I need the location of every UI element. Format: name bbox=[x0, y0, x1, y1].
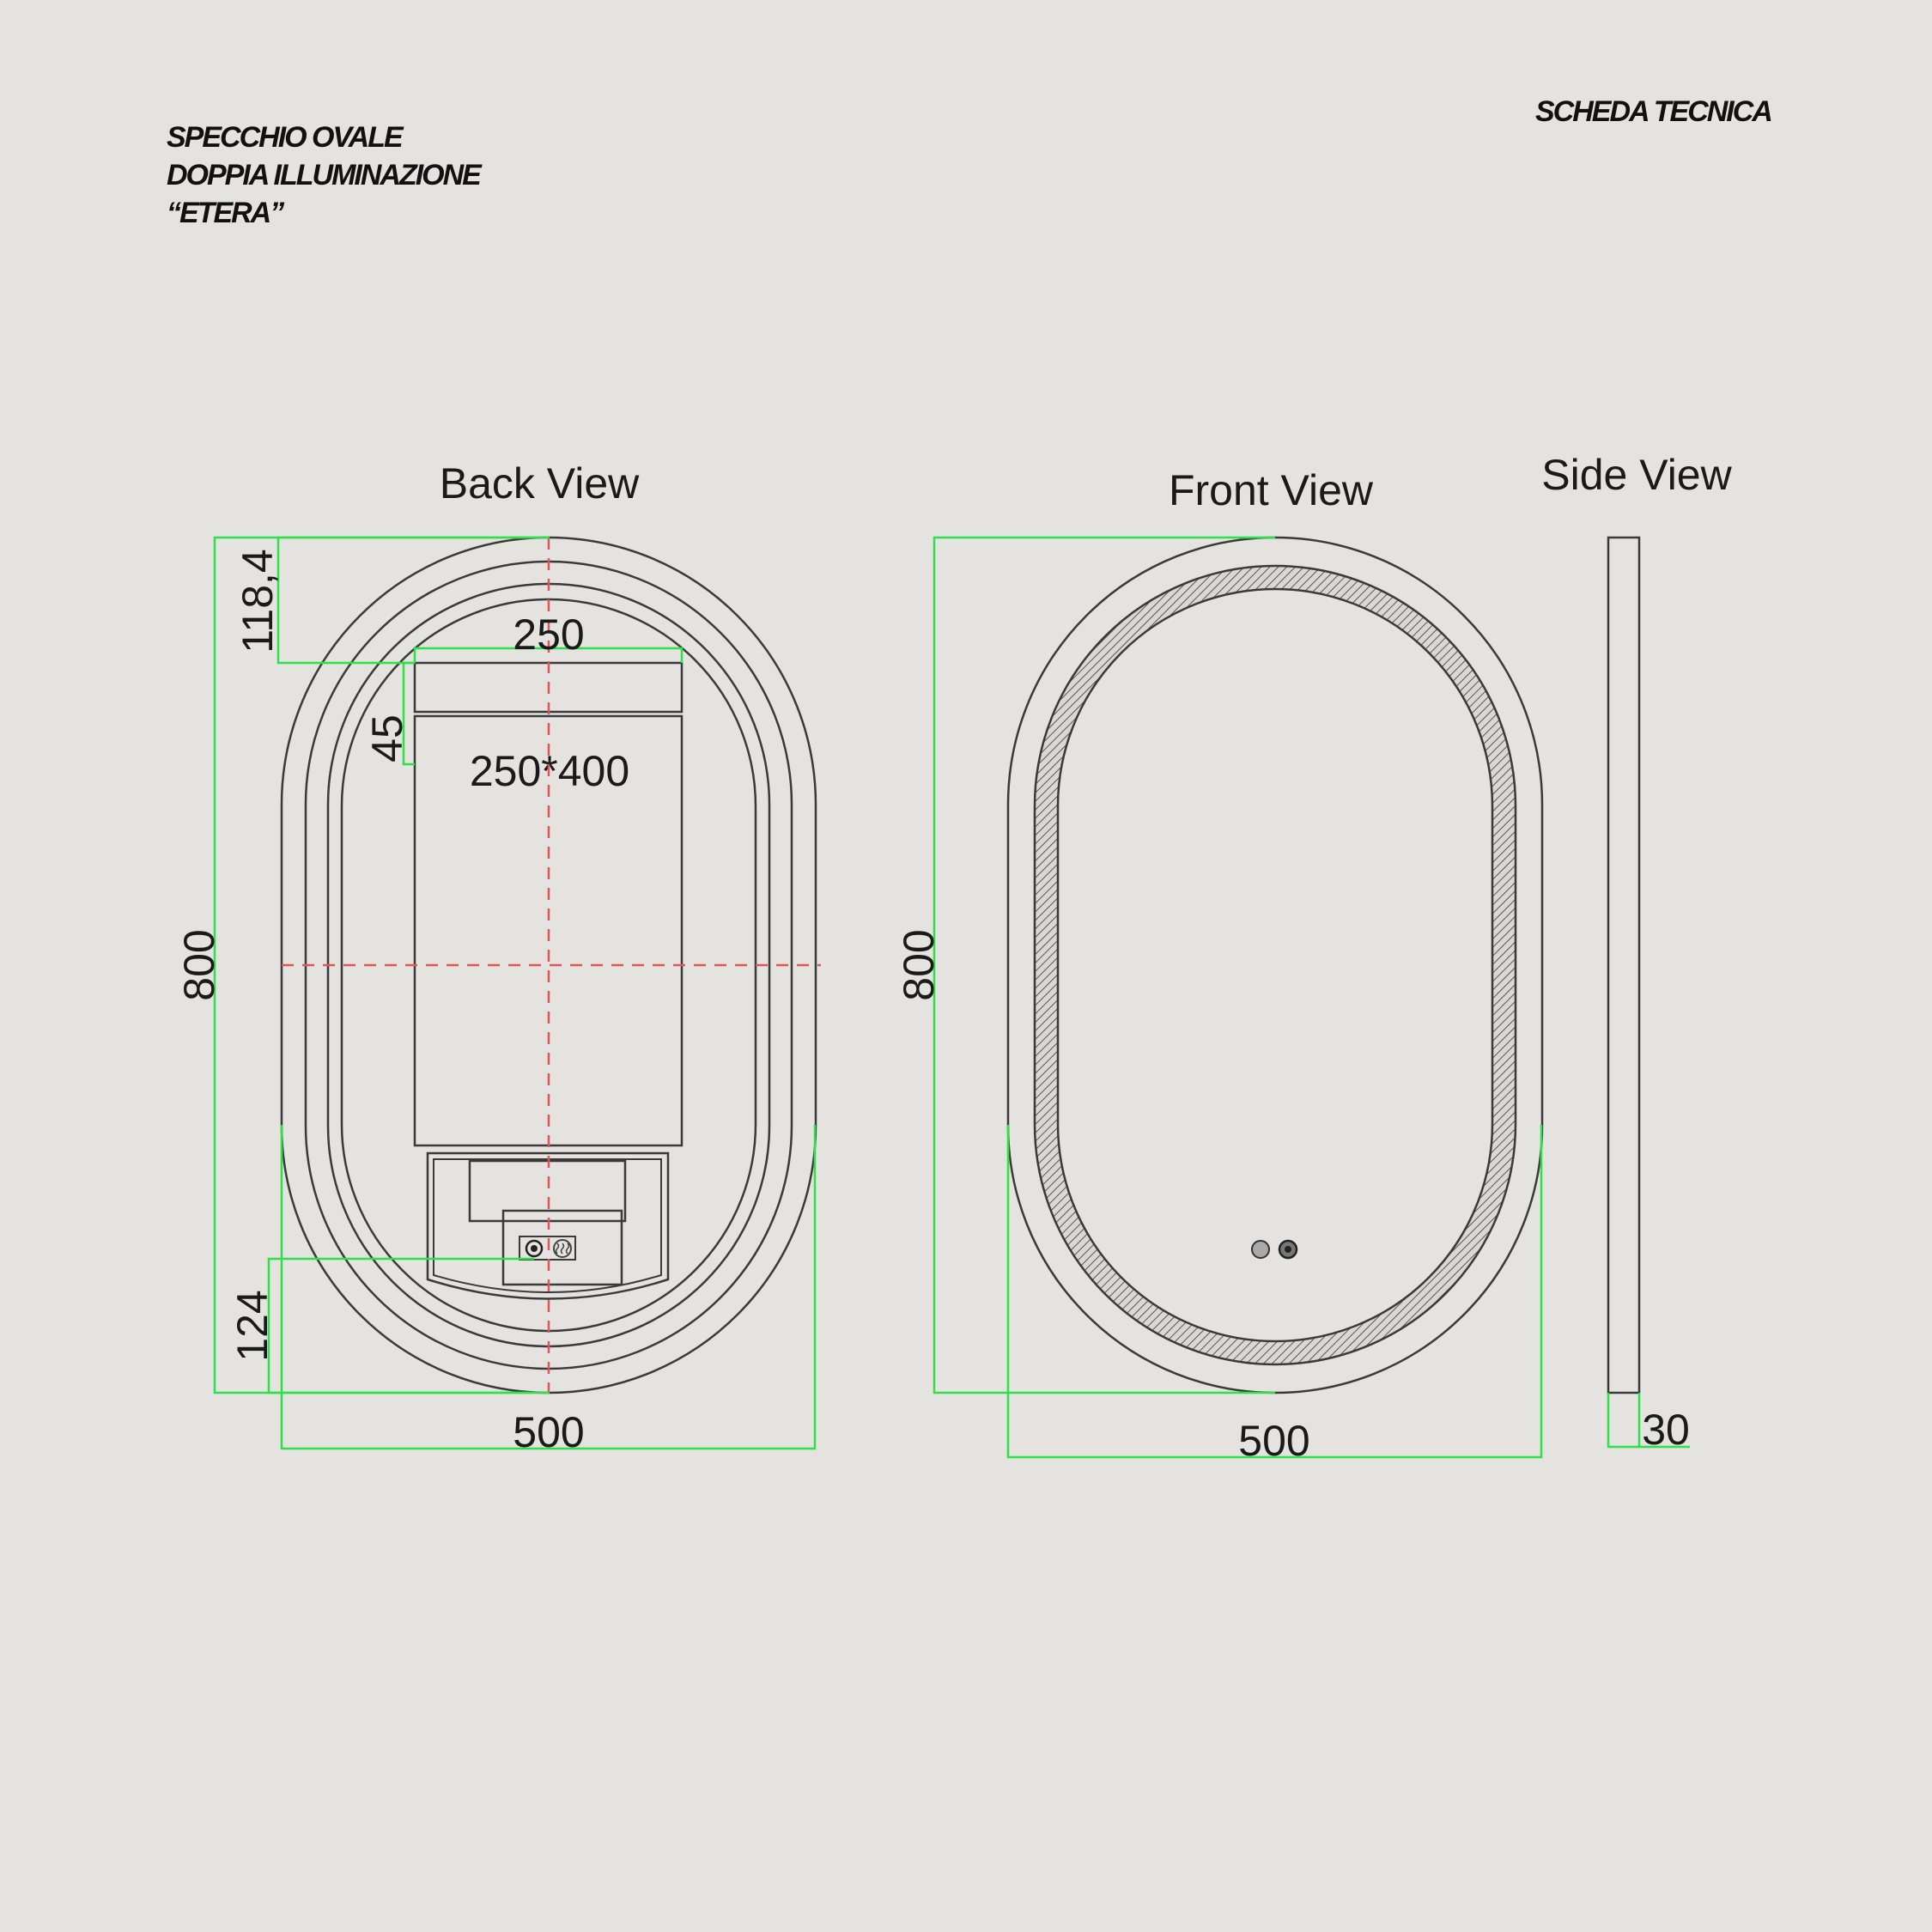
back-bottom-offset-label: 124 bbox=[228, 1290, 276, 1362]
doc-type-label: SCHEDA TECNICA bbox=[1535, 95, 1771, 128]
product-line-2: DOPPIA ILLUMINAZIONE bbox=[167, 159, 480, 191]
front-view-title: Front View bbox=[1168, 466, 1374, 514]
front-led-ring bbox=[1035, 566, 1516, 1364]
front-height-label: 800 bbox=[895, 929, 943, 1001]
side-depth-dimension bbox=[1608, 1393, 1639, 1447]
back-box-width-label: 250 bbox=[513, 611, 585, 659]
side-profile bbox=[1608, 538, 1639, 1393]
back-box-label: 250*400 bbox=[469, 747, 630, 795]
product-line-3: “ETERA” bbox=[167, 197, 283, 229]
side-view bbox=[1541, 451, 1732, 1454]
product-line-1: SPECCHIO OVALE bbox=[167, 121, 402, 154]
front-width-dimension bbox=[1008, 1125, 1541, 1457]
back-top-offset-dimension bbox=[278, 538, 550, 663]
back-height-label: 800 bbox=[175, 929, 223, 1001]
front-view bbox=[895, 466, 1542, 1465]
side-view-title: Side View bbox=[1541, 451, 1732, 499]
back-view bbox=[175, 459, 821, 1456]
side-depth-label: 30 bbox=[1642, 1406, 1690, 1454]
back-gap-label: 45 bbox=[363, 714, 411, 762]
back-driver-module bbox=[470, 1161, 625, 1221]
front-defogger-button[interactable] bbox=[1252, 1241, 1269, 1258]
back-bottom-offset-dimension bbox=[269, 1259, 534, 1393]
back-view-title: Back View bbox=[439, 459, 640, 507]
front-width-label: 500 bbox=[1238, 1417, 1310, 1465]
back-top-offset-label: 118,4 bbox=[234, 549, 282, 653]
back-width-label: 500 bbox=[513, 1408, 585, 1456]
